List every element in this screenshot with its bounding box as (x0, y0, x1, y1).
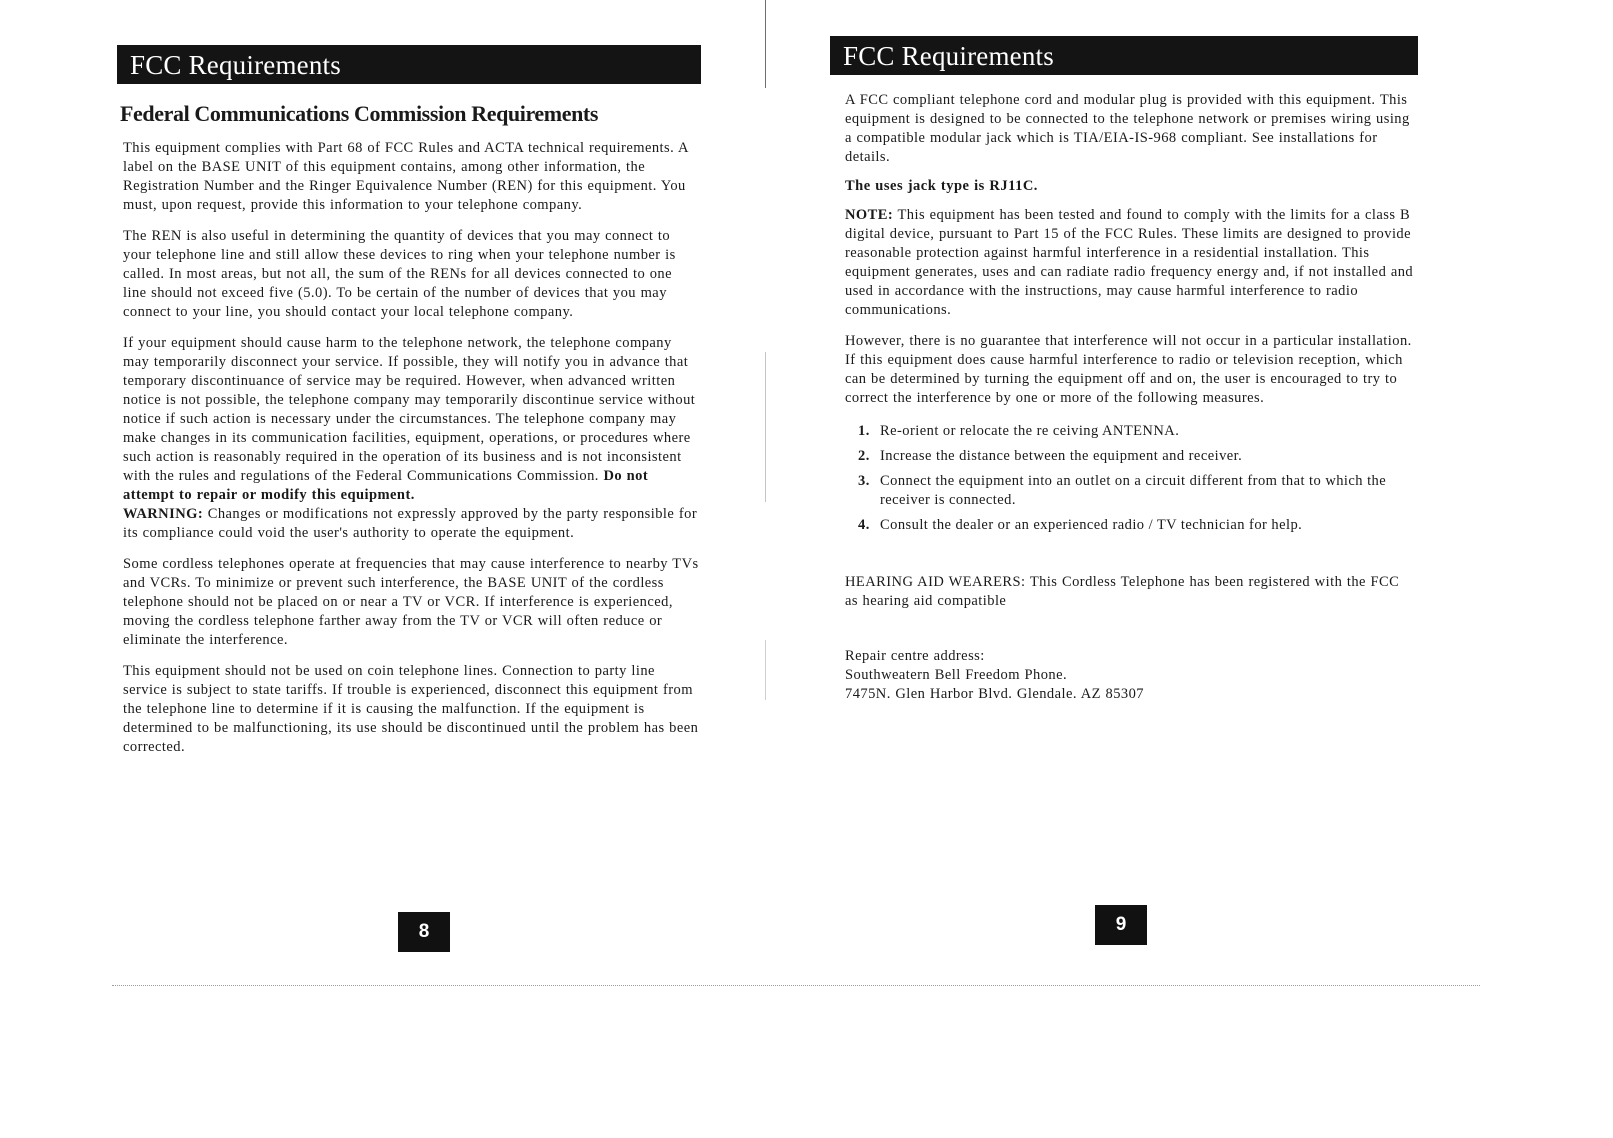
jack-type-line: The uses jack type is RJ11C. (845, 178, 1038, 194)
ren-paragraph: The REN is also useful in determining the quantity of devices that you may connect to your telephone line and still allow these devices to ring when your telephone number is called. In most areas, but not all, the sum of the RENs for all devices connected to one line should not exceed five (5.0). To be certain of the number of devices that you may connect to your line, you should contact your local telephone company. (123, 228, 676, 320)
measures-list (830, 422, 1418, 535)
right-page (830, 36, 1418, 704)
left-page-header-bar: FCC Requirements (117, 45, 701, 84)
page-divider-top (765, 0, 766, 88)
page-divider-middle (765, 352, 766, 502)
network-harm-text: If your equipment should cause harm to the telephone network, the telephone company may temporarily disconnect your service. If possible, they will notify you in advance that temporary discontinuance of service may be required. However, when advanced written notice is not possible, the telephone company may temporarily discontinue service without notice if such action is necessary under the circumstances. The telephone company may make changes in its communication facilities, equipment, operations, or procedures where such action is reasonably required in the operation of its business and is not inconsistent with the rules and regulations of the Federal Communications Commission. (123, 335, 696, 484)
tv-interference-paragraph: Some cordless telephones operate at frequencies that may cause interference to nearby TVs and VCRs. To minimize or prevent such interference, the BASE UNIT of the cordless telephone should not be placed on or near a TV or VCR. If interference is experienced, moving the cordless telephone farther away from the TV or VCR will often reduce or eliminate the interference. (123, 556, 699, 648)
list-item-text: Connect the equipment into an outlet on a circuit different from that to which the receiver is connected. (880, 473, 1387, 508)
right-page-header-bar: FCC Requirements (830, 36, 1418, 75)
list-item-number: 3. (858, 473, 870, 489)
hearing-aid-paragraph: HEARING AID WEARERS: This Cordless Telephone has been registered with the FCC as hearing aid compatible (845, 574, 1400, 609)
list-item-text: Consult the dealer or an experienced radio / TV technician for help. (880, 517, 1303, 533)
cord-plug-paragraph: A FCC compliant telephone cord and modular plug is provided with this equipment. This equipment is designed to be connected to the telephone network or premises wiring using a compatible modular jack which is TIA/EIA-IS-968 compliant. See installations for details. (845, 92, 1410, 165)
page-number-left: 8 (398, 912, 450, 952)
list-item-number: 2. (858, 448, 870, 464)
list-item (858, 422, 1418, 441)
repair-warning-bold: Do not attempt to repair or modify this equipment. (123, 468, 649, 503)
list-item (858, 516, 1418, 535)
ringer-info-paragraph: This equipment complies with Part 68 of FCC Rules and ACTA technical requirements. A label on the BASE UNIT of this equipment contains, among other information, the Registration Number and the Ringer Equivalence Number (REN) for this equipment. You must, upon request, provide this information to your telephone company. (123, 140, 689, 213)
no-guarantee-paragraph: However, there is no guarantee that interference will not occur in a particular installation. If this equipment does cause harmful interference to radio or television reception, which can be determined by turning the equipment off and on, the user is encouraged to try to correct the interference by one or more of the following measures. (845, 333, 1412, 406)
note-text: This equipment has been tested and found to comply with the limits for a class B digital device, pursuant to Part 15 of the FCC Rules. These limits are designed to provide reasonable protection against harmful interference in a residential installation. This equipment generates, uses and can radiate radio frequency energy and, if not installed and used in accordance with the instructions, may cause harmful interference to radio communications. (845, 207, 1414, 318)
repair-address-line2: 7475N. Glen Harbor Blvd. Glendale. AZ 85307 (845, 686, 1145, 702)
list-item-text: Re-orient or relocate the re ceiving ANTENNA. (880, 423, 1180, 439)
repair-address-label: Repair centre address: (845, 648, 985, 664)
repair-address-block (830, 647, 1418, 704)
warning-paragraph (117, 505, 701, 543)
list-item-number: 4. (858, 517, 870, 533)
list-item (858, 472, 1418, 510)
note-label: NOTE: (845, 207, 894, 223)
page-number-right: 9 (1095, 905, 1147, 945)
left-page-heading: Federal Communications Commission Requirements (120, 101, 599, 126)
list-item (858, 447, 1418, 466)
list-item-number: 1. (858, 423, 870, 439)
coin-line-paragraph: This equipment should not be used on coin telephone lines. Connection to party line service is subject to state tariffs. If trouble is experienced, disconnect this equipment from the telephone line to determine if it is causing the malfunction. If the equipment is determined to be malfunctioning, its use should be discontinued until the problem has been corrected. (123, 663, 699, 755)
warning-text: Changes or modifications not expressly approved by the party responsible for its compliance could void the user's authority to operate the equipment. (123, 506, 698, 541)
note-paragraph (830, 206, 1418, 320)
repair-address-line1: Southweatern Bell Freedom Phone. (845, 667, 1068, 683)
warning-label: WARNING: (123, 506, 204, 522)
left-page (117, 45, 701, 757)
list-item-text: Increase the distance between the equipment and receiver. (880, 448, 1243, 464)
network-harm-paragraph (117, 334, 701, 505)
scan-edge-line (112, 985, 1480, 986)
page-divider-lower (765, 640, 766, 700)
